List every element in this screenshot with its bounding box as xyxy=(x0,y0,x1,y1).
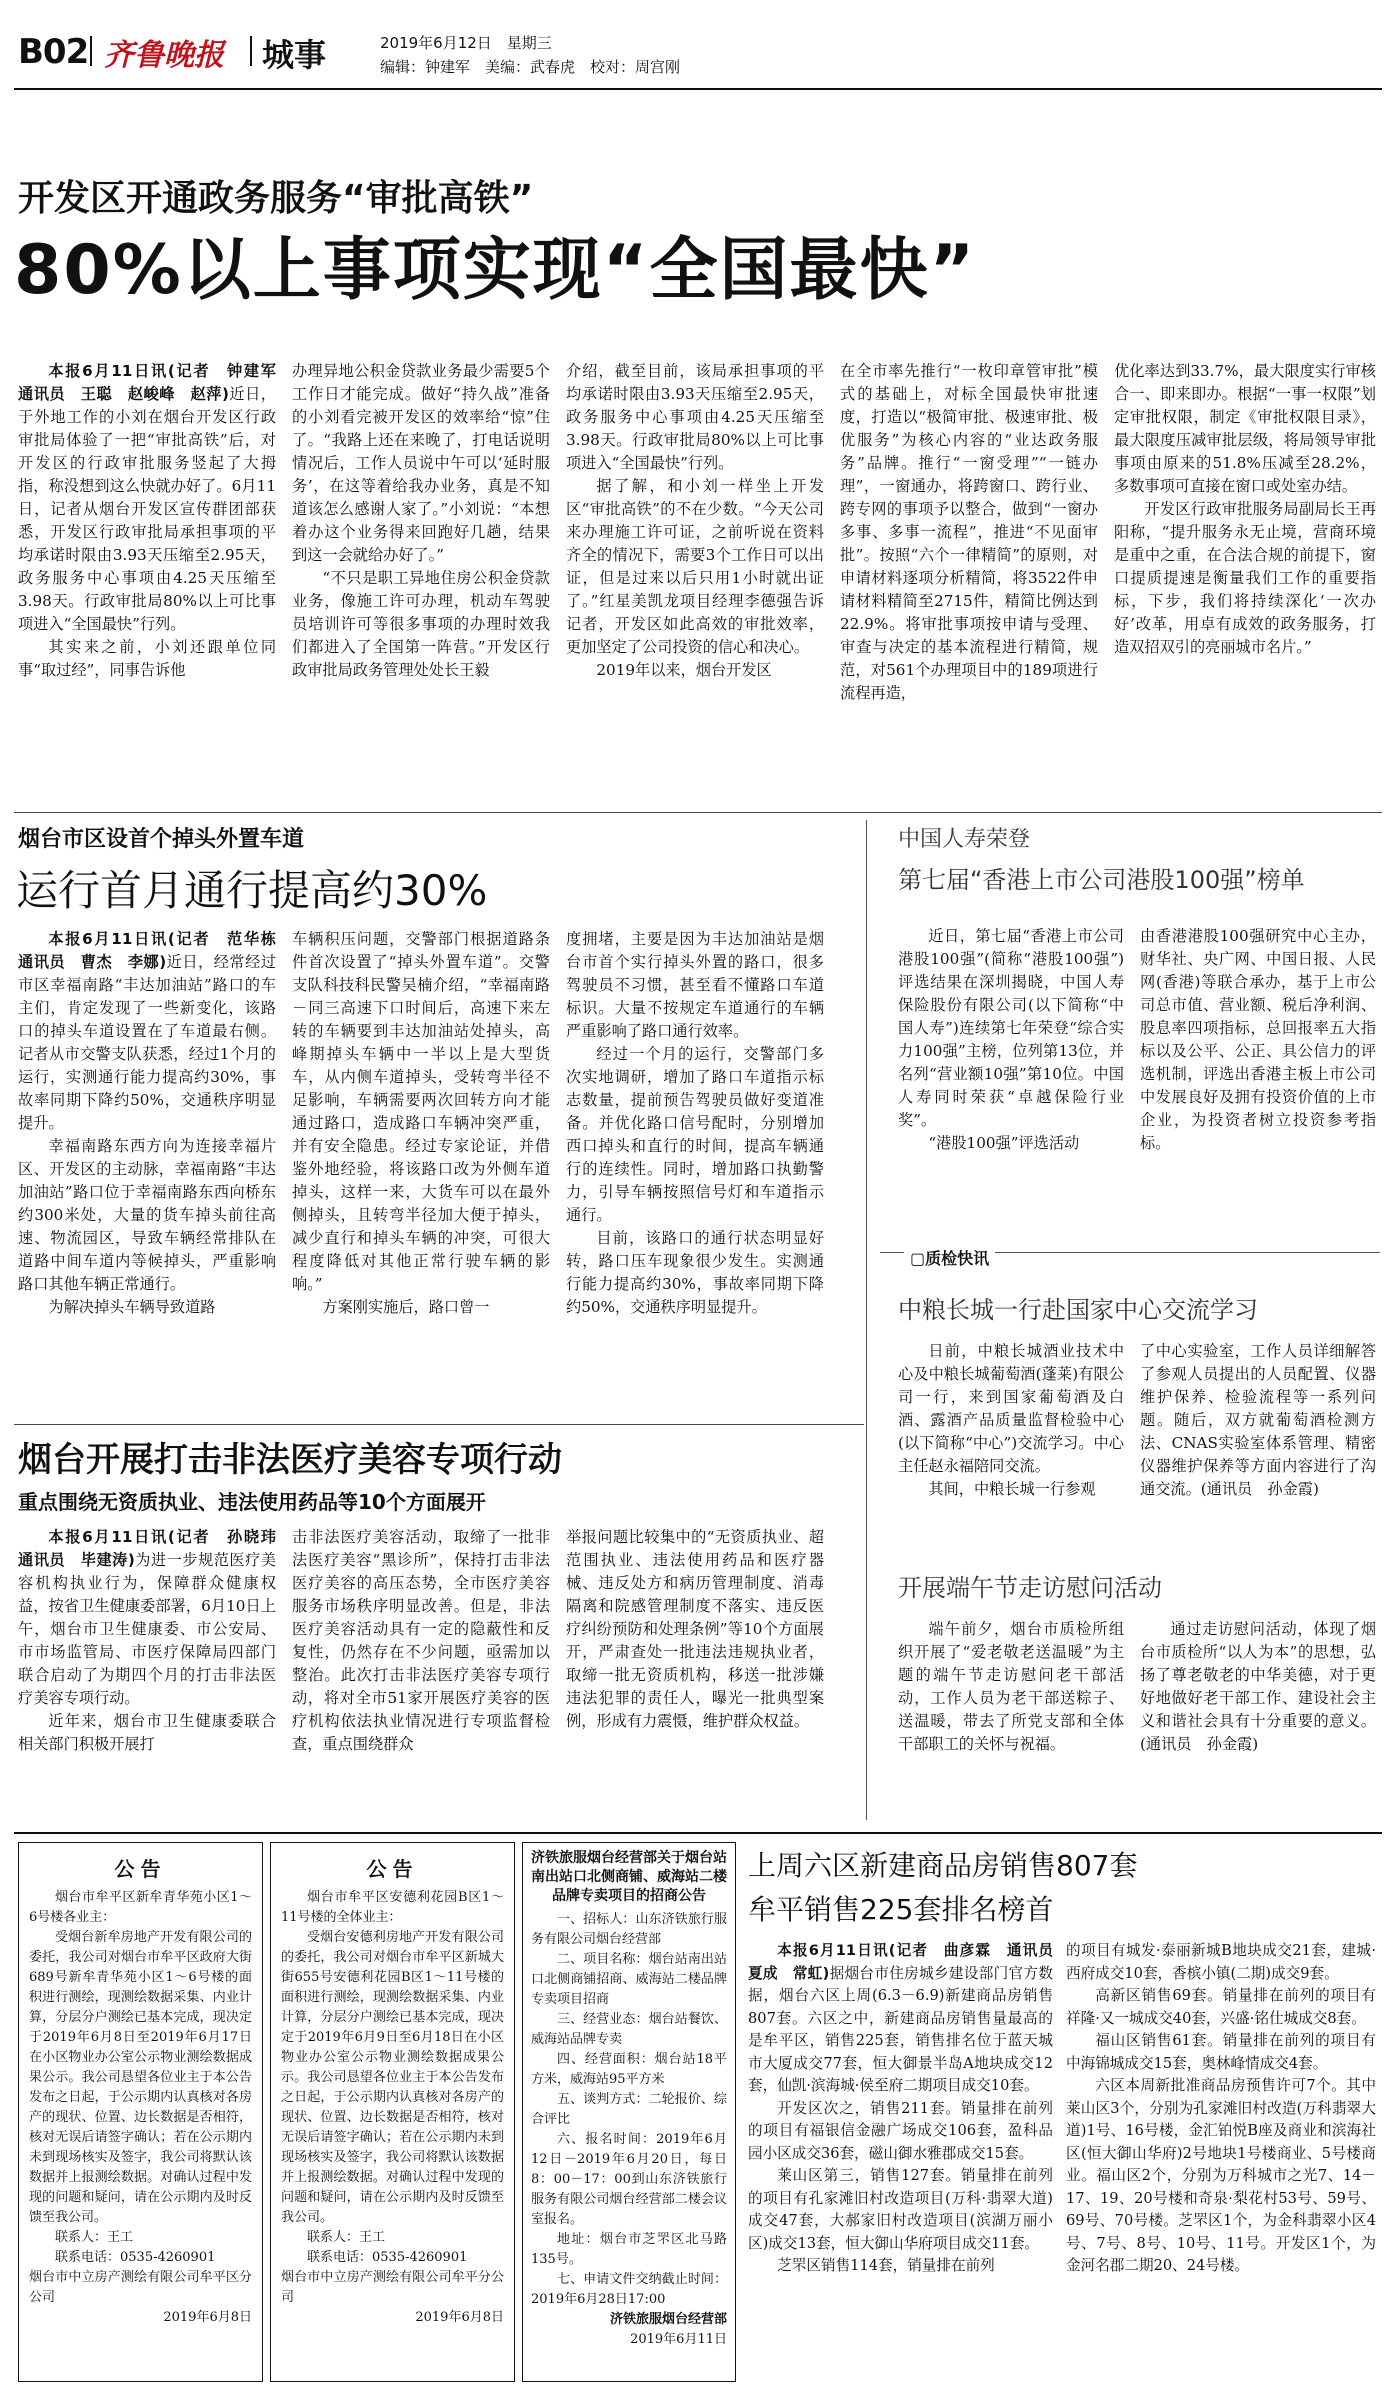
issue-date: 2019年6月12日 星期三 xyxy=(380,34,552,52)
lead-column-3: 介绍，截至目前，该局承担事项的平均承诺时限由3.93天压缩至2.95天，政务服务中心事项由4.25天压缩至3.98天。行政审批局80%以上可比事项进入“全国最快”行列。 据了解，和小刘一样坐上开发区“审批高铁”的不在少数。“今天公司来办理施工许可证，之前听说在资料齐全的情况下，需要3个工作日可以出证，但是过来以后只用1小时就出证了。”红星美凯龙项目经理李德强告诉记者，开发区如此高效的审批效率，更加坚定了公司投资的信心和决心。 2019年以来，烟台开发区 xyxy=(566,362,824,679)
lead-column-1: 本报6月11日讯(记者 钟建军 通讯员 王聪 赵峻峰 赵萍)近日，于外地工作的小刘在烟台开发区行政审批局体验了一把“审批高铁”后，对开发区的行政审批服务竖起了大拇指，称没想到这么快就办好了。6月11日，记者从烟台开发区宣传群团部获悉，开发区行政审批局承担事项的平均承诺时限由3.93天压缩至2.95天，政务服务中心事项由4.25天压缩至3.98天。行政审批局80%以上可比事项进入“全国最快”行列。 其实来之前，小刘还跟单位同事“取过经”，同事告诉他 xyxy=(18,360,276,805)
page-number: B02 xyxy=(18,32,89,72)
art2-column-1: 本报6月11日讯(记者 范华栋 通讯员 曹杰 李娜)近日，经常经过市区幸福南路“丰达加油站”路口的车主们，肯定发现了一些新变化，该路口的掉头车道设置在了车道最右侧。记者从市交警支队获悉，经过1个月的运行，实测通行能力提高约30%，事故率同期下降约50%，交通秩序明显提升。 幸福南路东西方向为连接幸福片区、开发区的主动脉，幸福南路“丰达加油站”路口位于幸福南路东西向桥东约300米处，大量的货车掉头前往高速、物流园区，导致车辆经常排队在道路中间车道内等候掉头，严重影响路口其他车辆正常通行。 为解决掉头车辆导致道路 xyxy=(18,928,276,1416)
ad3-item: 二、项目名称：烟台站南出站口北侧商铺招商、威海站二楼品牌专卖项目招商 xyxy=(531,1952,727,2007)
lead-column-2: 办理异地公积金贷款业务最少需要5个工作日才能完成。做好“持久战”准备的小刘看完被开发区的效率给“惊”住了。“我路上还在来晚了，打电话说明情况后，工作人员说中午可以‘延时服务’，在这等着给我办业务，真是不知道该怎么感谢人家了。”小刘说：“本想着办这个业务得来回跑好几趟，结果到这一会就给办好了。” “不只是职工异地住房公积金贷款业务，像施工许可办理，机动车驾驶员培训许可等很多事项的办理时效我们都进入了全国第一阵营。”开发区行政审批局政务管理处处长王毅 xyxy=(292,362,550,679)
notice-ad-3 xyxy=(522,1842,736,2382)
ad2-title: 公告 xyxy=(366,1857,419,1881)
zhijian-col-2: 了中心实验室，工作人员详细解答了参观人员提出的人员配置、仪器维护保养、检验流程等一系列问题。随后，双方就葡萄酒检测方法、CNAS实验室体系管理、精密仪器维护保养等方面内容进行了沟通交流。(通讯员 孙金霞) xyxy=(1140,1342,1376,1498)
ad3-date: 2019年6月11日 xyxy=(630,2332,727,2347)
bottom-section-rule xyxy=(14,1832,1382,1834)
zhijian-headline-1: 中粮长城一行赴国家中心交流学习 xyxy=(898,1296,1258,1324)
ad3-item: 地址：烟台市芝罘区北马路135号。 xyxy=(531,2232,727,2267)
ad3-item: 六、报名时间：2019年6月12日－2019年6月20日，每日8：00－17：00到山东济铁旅行服务有限公司烟台经营部二楼会议室报名。 xyxy=(531,2132,727,2227)
section-rule xyxy=(14,812,1382,813)
side1-subhead: 第七届“香港上市公司港股100强”榜单 xyxy=(898,866,1305,894)
ad3-item: 七、申请文件交纳截止时间：2019年6月28日17:00 xyxy=(531,2272,727,2307)
newspaper-logo: 齐鲁晚报 xyxy=(104,38,224,73)
art2-column-3: 度拥堵，主要是因为丰达加油站是烟台市首个实行掉头外置的路口，很多驾驶员不习惯，甚至看不懂路口车道标识。大量不按规定车道通行的车辆严重影响了路口通行效率。 经过一个月的运行，交警部门多次实地调研，增加了路口车道指示标志数量，提前预告驾驶员做好变道准备。并优化路口信号配时，分别增加西口掉头和直行的时间，提高车辆通行的连续性。同时，增加路口执勤警力，引导车辆按照信号灯和车道指示通行。 目前，该路口的通行状态明显好转，路口压车现象很少发生。实测通行能力提高约30%，事故率同期下降约50%，交通秩序明显提升。 xyxy=(566,930,824,1316)
side1-column-2: 由香港港股100强研究中心主办，财华社、央广网、中国日报、人民网(香港)等联合承办，基于上市公司总市值、营业额、税后净利润、股息率四项指标，总回报率五大指标以及公平、公正、具公信力的评选机制，评选出香港主板上市公司中发展良好及拥有投资价值的上市企业，为投资者树立投资参考指标。 xyxy=(1140,927,1376,1152)
staff-credits: 编辑：钟建军 美编：武春虎 校对：周宫刚 xyxy=(380,58,681,76)
art3-byline: 本报6月11日讯(记者 孙晓玮 通讯员 毕建涛) xyxy=(18,1528,276,1569)
art4-column-1: 本报6月11日讯(记者 曲彦霖 通讯员 夏成 常虹)据烟台市住房城乡建设部门官方数据，烟台六区上周(6.3－6.9)新建商品房销售807套。六区之中，新建商品房销售量最高的是牟平区，销售225套，销售排名位于蓝天城市大厦成交77套，恒大御景半岛A地块成交12套，仙凯·滨海城·侯至府二期项目成交10套。 开发区次之，销售211套。销量排在前列的项目有福银信金融广场成交106套，盈科品园小区成交36套，磁山御水雅郡成交15套。 莱山区第三，销售127套。销量排在前列的项目有孔家滩旧村改造项目(万科·翡翠大道)成交47套，大郝家旧村改造项目(滨湖万丽小区)成交13套，恒大御山华府项目成交11套。 芝罘区销售114套，销量排在前列 xyxy=(748,1940,1053,2388)
ad3-sign: 济铁旅服烟台经营部 xyxy=(609,2312,727,2327)
art2-headline: 运行首月通行提高约30% xyxy=(16,866,488,915)
side1-column-1: 近日，第七届“香港上市公司港股100强”(简称“港股100强”)评选结果在深圳揭晓，中国人寿保险股份有限公司(以下简称“中国人寿”)连续第七年荣登“综合实力100强”主榜，位列第13位，并名列“营业额10强”第10位。中国人寿同时荣获“卓越保险行业奖”。 “港股100强”评选活动 xyxy=(898,927,1124,1152)
art4-byline: 本报6月11日讯(记者 曲彦霖 通讯员 夏成 常虹) xyxy=(748,1942,1053,1982)
ad1-title: 公告 xyxy=(114,1857,167,1881)
art2-kicker: 烟台市区设首个掉头外置车道 xyxy=(18,827,305,852)
header-divider xyxy=(90,36,92,66)
lead-kicker: 开发区开通政务服务“审批高铁” xyxy=(18,178,534,219)
art4-headline: 上周六区新建商品房销售807套 xyxy=(748,1849,1138,1882)
section-name: 城事 xyxy=(262,36,327,74)
art4-subhead: 牟平销售225套排名榜首 xyxy=(748,1893,1054,1926)
ad3-item: 一、招标人：山东济铁旅行服务有限公司烟台经营部 xyxy=(531,1912,727,1947)
zhijian-headline-2: 开展端午节走访慰问活动 xyxy=(898,1574,1162,1602)
art2-column-2: 车辆积压问题，交警部门根据道路条件首次设置了“掉头外置车道”。交警支队科技科民警吴楠介绍，“幸福南路－同三高速下口时间后，高速下来左转的车辆要到丰达加油站处掉头，高峰期掉头车辆中一半以上是大型货车，从内侧车道掉头，受转弯半径不足影响，车辆需要两次回转方向才能通过路口，造成路口车辆冲突严重，并有安全隐患。经过专家论证，并借鉴外地经验，将该路口改为外侧车道掉头，这样一来，大货车可以在最外侧掉头，且转弯半径加大便于掉头，减少直行和掉头车辆的冲突，可很大程度降低对其他正常行驶车辆的影响。” 方案刚实施后，路口曾一 xyxy=(292,930,550,1316)
header-divider xyxy=(250,36,252,66)
zhijian-col-3: 端午前夕，烟台市质检所组织开展了“爱老敬老送温暖”为主题的端午节走访慰问老干部活动，工作人员为老干部送粽子、送温暖，带去了所党支部和全体干部职工的关怀与祝福。 xyxy=(898,1620,1124,1753)
art3-column-2: 击非法医疗美容活动，取缔了一批非法医疗美容“黑诊所”，保持打击非法医疗美容的高压态势，全市医疗美容服务市场秩序明显改善。但是，非法医疗美容活动具有一定的隐蔽性和反复性，仍然存在不少问题，亟需加以整治。此次打击非法医疗美容专项行动，将对全市51家开展医疗美容的医疗机构依法执业情况进行专项监督检查，重点围绕群众 xyxy=(292,1528,550,1753)
zhijian-col-1: 日前，中粮长城酒业技术中心及中粮长城葡萄酒(蓬莱)有限公司一行，来到国家葡萄酒及白酒、露酒产品质量监督检验中心(以下简称“中心”)交流学习。中心主任赵永福陪同交流。 其间，中粮长城一行参观 xyxy=(898,1342,1124,1498)
art4-column-2: 的项目有城发·泰丽新城B地块成交21套，建城·西府成交10套，香槟小镇(二期)成交9套。 高新区销售69套。销量排在前列的项目有祥隆·又一城成交40套，兴盛·铭仕城成交8套。 福山区销售61套。销量排在前列的项目有中海锦城成交15套，奥林峰情成交4套。 六区本周新批准商品房预售许可7个。其中莱山区3个，分别为孔家滩旧村改造(万科翡翠大道)1号、16号楼，金汇铂悦B座及商业和滨海社区(恒大御山华府)2号地块1号楼商业、5号楼商业。福山区2个，分别为万科城市之光7、14－17、19、20号楼和奇泉·梨花村53号、59号、69号、70号楼。芝罘区1个，为金科翡翠小区4号、7号、8号、10号、11号。开发区1个，为金河名郡二期20、24号楼。 xyxy=(1066,1942,1376,2274)
notice-ad-2: 公告 烟台市牟平区安德利花园B区1～11号楼的全体业主： 受烟台安德利房地产开发有限公司的委托，我公司对烟台市牟平区新城大街655号安德利花园B区1～11号楼的面积进行测绘，现测绘数据采集、内业计算，分层分户测绘已基本完成，现决定于2019年6月9日至6月18日在小区物业办公室公示物业测绘数据成果公示。我公司恳望各位业主于本公告发布之日起，于公示期内认真核对各房产的现状、位置、边长数据是否相符，核对无误后请签字确认；若在公示期内未到现场核实及签字，我公司将默认该数据并上报测绘数据。对确认过程中发现的问题和疑问，请在公示期内及时反馈至我公司。 联系人：王工 联系电话：0535-4260901 烟台市中立房产测绘有限公司牟平分公司 2019年6月8日 xyxy=(270,1842,515,2382)
header-rule xyxy=(14,88,1382,90)
ad3-title: 济铁旅服烟台经营部关于烟台站南出站口北侧商铺、威海站二楼品牌专卖项目的招商公告 xyxy=(531,1850,727,1904)
ad3-item: 三、经营业态：烟台站餐饮、威海站品牌专卖 xyxy=(531,2012,727,2047)
lead-byline: 本报6月11日讯(记者 钟建军 通讯员 王聪 赵峻峰 赵萍) xyxy=(18,362,276,403)
lead-column-5: 优化率达到33.7%，最大限度实行审核合一、即来即办。根据“一事一权限”划定审批权限，制定《审批权限目录》，最大限度压减审批层级，将局领导审批事项由原来的51.8%压减至28.2%，多数事项可直接在窗口或处室办结。 开发区行政审批服务局副局长王再阳称，“提升服务永无止境，营商环境是重中之重，在合法合规的前提下，窗口提质提速是衡量我们工作的重要指标，下步，我们将持续深化‘一次办好’改革，用卓有成效的政务服务，打造双招双引的亮丽城市名片。” xyxy=(1114,362,1376,656)
zhijian-label: ▢质检快讯 xyxy=(904,1246,995,1269)
column-divider xyxy=(866,820,867,1820)
ad3-items xyxy=(531,1910,727,2310)
side1-headline: 中国人寿荣登 xyxy=(898,827,1031,852)
art3-headline: 烟台开展打击非法医疗美容专项行动 xyxy=(18,1440,562,1480)
lead-column-4: 在全市率先推行“一枚印章管审批”模式的基础上，对标全国最快审批速度，打造以“极简审批、极速审批、极优服务”为核心内容的“业达政务服务”品牌。推行“一窗受理”“一链办理”，一窗通办，将跨窗口、跨行业、跨专网的事项予以整合，做到“一窗办多事、多事一流程”，推进“不见面审批”。按照“六个一律精简”的原则，对申请材料逐项分析精简，将3522件申请材料精简至2715件，精简比例达到22.9%。将审批事项按申请与受理、审查与决定的基本流程进行精简，规范，对561个办理项目中的189项进行流程再造， xyxy=(840,362,1098,702)
art3-column-1: 本报6月11日讯(记者 孙晓玮 通讯员 毕建涛)为进一步规范医疗美容机构执业行为，保障群众健康权益，按省卫生健康委部署，6月10日上午，烟台市卫生健康委、市公安局、市市场监管局、市医疗保障局四部门联合启动了为期四个月的打击非法医疗美容专项行动。 近年来，烟台市卫生健康委联合相关部门积极开展打 xyxy=(18,1526,276,1826)
art2-byline: 本报6月11日讯(记者 范华栋 通讯员 曹杰 李娜) xyxy=(18,930,276,971)
ad3-item: 五、谈判方式：二轮报价、综合评比 xyxy=(531,2092,727,2127)
notice-ad-1: 公告 烟台市牟平区新牟青华苑小区1～6号楼各业主： 受烟台新牟房地产开发有限公司的委托，我公司对烟台市牟平区政府大街689号新牟青华苑小区1～6号楼的面积进行测绘，现测绘数据采集、内业计算，分层分户测绘已基本完成，现决定于2019年6月8日至2019年6月17日在小区物业办公室公示物业测绘数据成果公示。我公司恳望各位业主于本公告发布之日起，于公示期内认真核对各房产的现状、位置、边长数据是否相符，核对无误后请签字确认；若在公示期内未到现场核实及签字，我公司将默认该数据并上报测绘数据。对确认过程中发现的问题和疑问，请在公示期内及时反馈至我公司。 联系人：王工 联系电话：0535-4260901 烟台市中立房产测绘有限公司牟平区分公司 2019年6月8日 xyxy=(18,1842,263,2382)
lead-headline: 80%以上事项实现“全国最快” xyxy=(14,231,977,310)
zhijian-col-4: 通过走访慰问活动，体现了烟台市质检所“以人为本”的思想，弘扬了尊老敬老的中华美德，对于更好地做好老干部工作、建设社会主义和谐社会具有十分重要的意义。(通讯员 孙金霞) xyxy=(1140,1620,1376,1753)
art3-column-3: 举报问题比较集中的“无资质执业、超范围执业、违法使用药品和医疗器械、违反处方和病历管理制度、消毒隔离和院感管理制度不落实、违反医疗纠纷预防和处理条例”等10个方面展开，严肃查处一批违法违规执业者，取缔一批无资质机构，移送一批涉嫌违法犯罪的责任人，曝光一批典型案例，形成有力震慑，维护群众权益。 xyxy=(566,1528,824,1730)
art3-subhead: 重点围绕无资质执业、违法使用药品等10个方面展开 xyxy=(18,1490,486,1514)
ad3-item: 四、经营面积：烟台站18平方米，威海站95平方米 xyxy=(531,2052,727,2087)
section-rule xyxy=(14,1424,864,1425)
